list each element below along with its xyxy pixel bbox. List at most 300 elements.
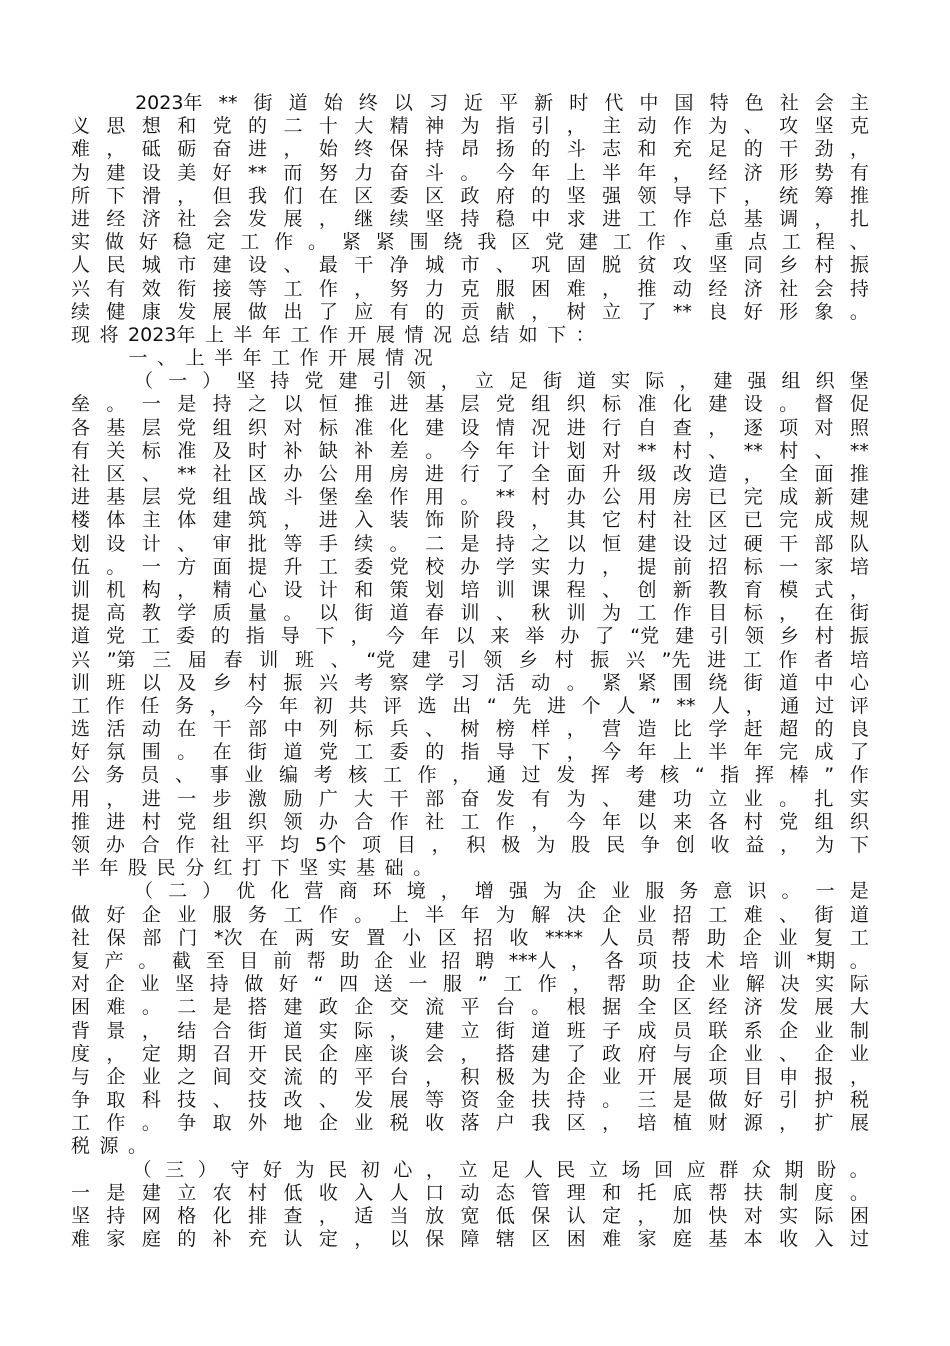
text-line bbox=[71, 162, 869, 185]
text-char: 为 bbox=[708, 115, 728, 138]
text-char: 训 bbox=[460, 602, 480, 625]
text-char: 振 bbox=[849, 625, 869, 648]
text-char: 街 bbox=[849, 602, 869, 625]
text-char: 培 bbox=[849, 555, 869, 578]
text-char: 现 bbox=[71, 323, 91, 346]
text-char: 、 bbox=[779, 903, 799, 926]
text-char: 班 bbox=[566, 1019, 586, 1042]
text-char: 成 bbox=[814, 509, 834, 532]
text-char: 同 bbox=[743, 254, 763, 277]
text-char: 乡 bbox=[212, 671, 232, 694]
text-char: 决 bbox=[566, 903, 586, 926]
text-char: 定 bbox=[318, 1228, 338, 1251]
text-char: 出 bbox=[452, 694, 472, 717]
text-char: 扎 bbox=[814, 787, 834, 810]
text-char: 我 bbox=[248, 184, 268, 207]
text-char: 展 bbox=[375, 323, 395, 346]
text-char: 年 bbox=[743, 741, 763, 764]
text-char: 府 bbox=[495, 184, 515, 207]
text-char: 样 bbox=[531, 718, 551, 741]
text-char: 力 bbox=[354, 161, 374, 184]
text-char: 主 bbox=[141, 509, 161, 532]
text-char: 排 bbox=[248, 1205, 268, 1227]
text-char: 完 bbox=[743, 486, 763, 509]
text-char: 美 bbox=[177, 161, 197, 184]
text-char: 出 bbox=[283, 300, 303, 323]
text-char: 推 bbox=[354, 393, 374, 416]
text-char: ： bbox=[575, 323, 595, 346]
text-char: 小 bbox=[402, 926, 422, 949]
text-char: 织 bbox=[849, 810, 869, 833]
text-char: 优 bbox=[236, 880, 256, 903]
text-char: 引 bbox=[447, 648, 467, 671]
text-char: 济 bbox=[141, 207, 161, 230]
text-char: 春 bbox=[223, 648, 243, 671]
text-char: 年 bbox=[460, 903, 480, 926]
text-char: ， bbox=[283, 138, 303, 161]
text-char: 工 bbox=[283, 903, 303, 926]
text-char: 至 bbox=[205, 949, 225, 972]
text-char: 攻 bbox=[672, 254, 692, 277]
text-char: 的 bbox=[177, 1228, 197, 1251]
text-char: 困 bbox=[566, 1228, 586, 1251]
text-char: 根 bbox=[566, 996, 586, 1019]
text-char: 而 bbox=[283, 161, 303, 184]
text-char: 设 bbox=[672, 532, 692, 555]
text-char: 干 bbox=[389, 787, 409, 810]
text-char: 训 bbox=[259, 648, 279, 671]
text-char: 术 bbox=[705, 949, 725, 972]
text-char: 建 bbox=[849, 486, 869, 509]
text-char: 康 bbox=[141, 300, 161, 323]
text-char: 实 bbox=[327, 857, 347, 880]
text-char: 振 bbox=[283, 671, 303, 694]
text-char: 习 bbox=[460, 671, 480, 694]
text-char: 业 bbox=[140, 973, 160, 996]
text-char: 道 bbox=[849, 903, 869, 926]
text-char: 扬 bbox=[495, 138, 515, 161]
text-char: 之 bbox=[248, 393, 268, 416]
text-char: 始 bbox=[323, 92, 343, 114]
text-char: ， bbox=[566, 718, 586, 741]
text-char: 点 bbox=[748, 231, 768, 254]
text-char: 设 bbox=[743, 393, 763, 416]
text-char: ， bbox=[566, 741, 586, 764]
text-char: 经 bbox=[708, 996, 728, 1019]
text-char: ** bbox=[495, 486, 515, 509]
text-char: 。 bbox=[849, 949, 869, 972]
text-char: 业 bbox=[637, 903, 657, 926]
text-char: 公 bbox=[602, 486, 622, 509]
text-char: 助 bbox=[706, 926, 726, 949]
text-char: 企 bbox=[602, 903, 622, 926]
text-char: “ bbox=[486, 694, 497, 717]
text-char: 春 bbox=[425, 602, 445, 625]
text-char: 建 bbox=[106, 161, 126, 184]
text-char: 是 bbox=[177, 393, 197, 416]
text-line bbox=[71, 463, 869, 486]
text-char: 力 bbox=[566, 555, 586, 578]
text-char: 成 bbox=[637, 1019, 657, 1042]
text-char: 人 bbox=[711, 694, 731, 717]
text-char: 考 bbox=[625, 764, 645, 787]
text-char: 体 bbox=[106, 509, 126, 532]
text-char: 求 bbox=[566, 207, 586, 230]
text-char: 定 bbox=[206, 231, 226, 254]
text-char: 续 bbox=[389, 207, 409, 230]
text-char: 社 bbox=[212, 463, 232, 485]
text-line bbox=[71, 718, 869, 741]
text-char: 辖 bbox=[495, 1228, 515, 1251]
text-char: 年 bbox=[602, 810, 622, 833]
text-char: 恒 bbox=[318, 393, 338, 416]
text-char: 积 bbox=[466, 834, 486, 856]
text-char: 总 bbox=[461, 323, 481, 346]
text-char: 选 bbox=[71, 718, 91, 741]
text-char: 绕 bbox=[443, 231, 463, 254]
text-char: 中 bbox=[814, 671, 834, 694]
text-char: 做 bbox=[71, 903, 91, 926]
text-char: ， bbox=[106, 138, 126, 161]
text-char: 立 bbox=[708, 787, 728, 810]
text-char: 学 bbox=[425, 671, 445, 694]
text-line bbox=[71, 880, 869, 903]
text-char: 接 bbox=[212, 277, 232, 300]
text-char: 市 bbox=[460, 254, 480, 277]
text-char: 资 bbox=[460, 1089, 480, 1112]
text-char: 立 bbox=[177, 1181, 197, 1204]
text-char: 垒 bbox=[354, 486, 374, 509]
text-char: 街 bbox=[495, 1019, 515, 1042]
text-char: 企 bbox=[566, 1065, 586, 1088]
text-char: 续 bbox=[71, 300, 91, 323]
text-char: 道 bbox=[71, 625, 91, 648]
text-char: 励 bbox=[283, 787, 303, 810]
text-char: 城 bbox=[141, 254, 161, 277]
text-char: 成 bbox=[779, 486, 799, 509]
text-char: 城 bbox=[425, 254, 445, 277]
text-char: 全 bbox=[531, 463, 551, 485]
text-char: 三 bbox=[165, 1158, 185, 1181]
text-char: 、 bbox=[330, 648, 350, 671]
text-char: “党 bbox=[366, 648, 396, 671]
text-char: 工 bbox=[318, 555, 338, 578]
text-char: 有 bbox=[71, 439, 91, 462]
text-char: 下 bbox=[270, 857, 290, 880]
text-char: 指 bbox=[245, 625, 265, 648]
text-char: 化 bbox=[389, 416, 409, 439]
text-char: 。 bbox=[531, 996, 551, 1019]
text-char: 、 bbox=[602, 787, 622, 810]
text-char: 建 bbox=[141, 1181, 161, 1204]
text-char: ， bbox=[350, 625, 370, 648]
text-char: 学 bbox=[495, 555, 515, 578]
text-char: 工 bbox=[460, 810, 480, 833]
text-char: 好 bbox=[278, 973, 298, 996]
text-char: 难 bbox=[71, 1228, 91, 1251]
text-char: 合 bbox=[354, 810, 374, 833]
text-char: 改 bbox=[283, 1089, 303, 1112]
text-char: 方 bbox=[177, 555, 197, 578]
text-char: 斗 bbox=[283, 486, 303, 509]
text-char: 持 bbox=[495, 532, 515, 555]
text-char: 企 bbox=[106, 1065, 126, 1088]
text-char: 进 bbox=[707, 648, 727, 671]
text-char: ， bbox=[814, 207, 834, 230]
text-char: 化 bbox=[270, 880, 290, 903]
text-char: 核 bbox=[660, 764, 680, 787]
text-char: 一 bbox=[779, 555, 799, 578]
text-char: 精 bbox=[212, 578, 232, 601]
text-char: **** bbox=[545, 926, 584, 949]
text-char: 收 bbox=[710, 834, 730, 856]
text-char: 衔 bbox=[177, 277, 197, 300]
text-char: 用 bbox=[637, 486, 657, 509]
text-char: 。 bbox=[779, 393, 799, 416]
text-char: 况 bbox=[413, 347, 433, 370]
text-char: 活 bbox=[106, 718, 126, 741]
text-line bbox=[71, 1043, 869, 1066]
text-char: 助 bbox=[641, 973, 661, 996]
text-char: 况 bbox=[433, 323, 453, 346]
text-char: 众 bbox=[751, 1158, 771, 1181]
text-char: 街 bbox=[814, 903, 834, 926]
text-char: 目 bbox=[239, 949, 259, 972]
text-char: 业 bbox=[407, 949, 427, 972]
text-char: 面 bbox=[566, 463, 586, 485]
text-line bbox=[71, 324, 869, 347]
text-char: 好 bbox=[138, 231, 158, 254]
text-char: 做 bbox=[708, 1089, 728, 1112]
text-char: 建 bbox=[531, 1042, 551, 1065]
text-char: 。 bbox=[413, 857, 433, 880]
text-char: 引 bbox=[372, 370, 392, 393]
text-char: 企 bbox=[779, 1019, 799, 1042]
text-char: 导 bbox=[672, 184, 692, 207]
text-char: （ bbox=[134, 370, 154, 393]
text-char: 一 bbox=[177, 787, 197, 810]
text-char: ** bbox=[637, 439, 657, 462]
text-char: 面 bbox=[212, 555, 232, 578]
text-char: 际 bbox=[354, 1019, 374, 1042]
text-char: 三 bbox=[637, 1089, 657, 1112]
text-char: 商 bbox=[338, 880, 358, 903]
text-char: 近 bbox=[464, 92, 484, 114]
text-char: 目 bbox=[708, 602, 728, 625]
text-char: 改 bbox=[672, 463, 692, 485]
text-char: 动 bbox=[460, 1181, 480, 1204]
text-char: 有 bbox=[849, 161, 869, 184]
text-char: 任 bbox=[140, 694, 160, 717]
text-char: 区 bbox=[437, 926, 457, 949]
text-char: 帮 bbox=[708, 1181, 728, 1204]
text-char: 动 bbox=[637, 115, 657, 138]
text-char: 准 bbox=[637, 393, 657, 416]
text-char: ， bbox=[708, 416, 728, 439]
text-char: 。 bbox=[308, 231, 328, 254]
text-line bbox=[71, 138, 869, 161]
text-char: 务 bbox=[174, 694, 194, 717]
text-char: 为 bbox=[536, 834, 556, 856]
text-char: 积 bbox=[460, 1065, 480, 1088]
text-char: ** bbox=[248, 161, 268, 184]
text-char: 督 bbox=[814, 393, 834, 416]
text-char: 盼 bbox=[817, 1158, 837, 1181]
text-char: 目 bbox=[396, 834, 416, 856]
text-char: 为 bbox=[566, 787, 586, 810]
text-char: 益 bbox=[745, 834, 765, 856]
text-char: 坚 bbox=[566, 184, 586, 207]
text-char: 区 bbox=[531, 1228, 551, 1251]
text-char: 兴 bbox=[318, 671, 338, 694]
text-char: 业 bbox=[354, 1112, 374, 1135]
text-char: 定 bbox=[141, 1042, 161, 1065]
text-char: 基 bbox=[708, 1228, 728, 1251]
text-line bbox=[71, 579, 869, 602]
text-char: 提 bbox=[71, 602, 91, 625]
text-char: 教 bbox=[708, 578, 728, 601]
text-char: ， bbox=[177, 578, 197, 601]
text-char: 过 bbox=[521, 764, 541, 787]
text-char: 立 bbox=[588, 1158, 608, 1181]
text-char: 加 bbox=[672, 1205, 692, 1227]
text-char: 区 bbox=[425, 184, 445, 207]
text-char: 开 bbox=[328, 347, 348, 370]
text-char: 总 bbox=[708, 207, 728, 230]
text-char: 领 bbox=[406, 370, 426, 393]
text-char: 项 bbox=[779, 416, 799, 439]
text-char: 等 bbox=[283, 532, 303, 555]
text-char: 贡 bbox=[460, 300, 480, 323]
text-char: 队 bbox=[849, 532, 869, 555]
text-char: 办 bbox=[460, 555, 480, 578]
text-char: 程 bbox=[815, 231, 835, 254]
text-char: 情 bbox=[404, 323, 424, 346]
text-char: 先 bbox=[512, 694, 532, 717]
text-char: 持 bbox=[209, 973, 229, 996]
text-char: 造 bbox=[637, 718, 657, 741]
text-char: 格 bbox=[177, 1205, 197, 1227]
text-char: 在 bbox=[318, 184, 338, 207]
text-char: 有 bbox=[389, 300, 409, 323]
text-char: 。 bbox=[425, 439, 445, 462]
text-char: 激 bbox=[248, 787, 268, 810]
text-char: 强 bbox=[508, 880, 528, 903]
text-char: 员 bbox=[140, 764, 160, 787]
text-char: ， bbox=[318, 1205, 338, 1227]
text-char: 理 bbox=[566, 1181, 586, 1204]
text-char: “ bbox=[313, 973, 324, 996]
text-char: 中 bbox=[639, 92, 659, 114]
text-char: 取 bbox=[106, 1089, 126, 1112]
text-char: 形 bbox=[779, 300, 799, 323]
text-char: 充 bbox=[248, 1228, 268, 1251]
text-char: 有 bbox=[106, 277, 126, 300]
text-char: 会 bbox=[425, 1042, 445, 1065]
text-char: 阶 bbox=[460, 509, 480, 532]
text-char: 效 bbox=[141, 277, 161, 300]
text-char: 查 bbox=[672, 416, 692, 439]
text-char: 工 bbox=[354, 741, 374, 764]
text-char: 补 bbox=[283, 439, 303, 462]
text-char: 扶 bbox=[531, 1089, 551, 1112]
text-char: 红 bbox=[213, 857, 233, 880]
text-char: 建 bbox=[212, 254, 232, 277]
text-char: 兴 bbox=[71, 648, 91, 671]
text-char: ， bbox=[440, 370, 460, 393]
text-char: 将 bbox=[99, 323, 119, 346]
text-char: 台 bbox=[495, 996, 515, 1019]
text-char: 筹 bbox=[814, 184, 834, 207]
text-char: 巩 bbox=[531, 254, 551, 277]
text-char: 中 bbox=[283, 718, 303, 741]
text-char: 际 bbox=[849, 973, 869, 996]
text-char: 以 bbox=[318, 602, 338, 625]
text-char: 一 bbox=[141, 555, 161, 578]
text-char: 村 bbox=[554, 648, 574, 671]
text-char: 新 bbox=[672, 578, 692, 601]
text-char: 等 bbox=[248, 277, 268, 300]
text-char: 持 bbox=[566, 1089, 586, 1112]
text-char: 会 bbox=[814, 92, 834, 114]
text-char: 引 bbox=[779, 1089, 799, 1112]
text-line bbox=[71, 370, 869, 393]
text-char: 对 bbox=[283, 416, 303, 439]
text-char: 市 bbox=[177, 254, 197, 277]
text-char: 村 bbox=[531, 486, 551, 509]
text-char: 人 bbox=[599, 926, 619, 949]
text-char: 领 bbox=[744, 625, 764, 648]
text-char: 党 bbox=[212, 115, 232, 138]
text-line bbox=[71, 208, 869, 231]
text-char: 作 bbox=[672, 115, 692, 138]
text-char: 。 bbox=[283, 602, 303, 625]
text-char: 的 bbox=[210, 625, 230, 648]
text-char: 选 bbox=[417, 694, 437, 717]
text-char: “ bbox=[694, 764, 705, 787]
text-char: 时 bbox=[248, 439, 268, 462]
text-char: 扩 bbox=[814, 1112, 834, 1135]
text-char: 场 bbox=[621, 1158, 641, 1181]
text-char: 在 bbox=[814, 602, 834, 625]
text-char: 稳 bbox=[172, 231, 192, 254]
text-char: 补 bbox=[354, 439, 374, 462]
text-char: 服 bbox=[443, 973, 463, 996]
text-char: 庭 bbox=[672, 1228, 692, 1251]
text-char: 硬 bbox=[743, 532, 763, 555]
text-char: 工 bbox=[71, 1112, 91, 1135]
text-char: 思 bbox=[106, 115, 126, 138]
text-char: ** bbox=[672, 300, 692, 323]
text-char: 区 bbox=[354, 184, 374, 207]
text-char: 进 bbox=[547, 694, 567, 717]
text-char: 大 bbox=[354, 115, 374, 138]
text-char: 稳 bbox=[495, 207, 515, 230]
text-char: 引 bbox=[531, 115, 551, 138]
text-char: 式 bbox=[814, 578, 834, 601]
text-char: 科 bbox=[141, 1089, 161, 1112]
text-char: 济 bbox=[743, 161, 763, 184]
text-char: 振 bbox=[849, 254, 869, 277]
text-char: 门 bbox=[178, 926, 198, 949]
text-char: 以 bbox=[283, 393, 303, 416]
text-char: 办 bbox=[566, 486, 586, 509]
text-char: 。 bbox=[141, 996, 161, 1019]
text-char: 、 bbox=[743, 115, 763, 138]
text-char: 有 bbox=[531, 787, 551, 810]
text-char: 是 bbox=[460, 532, 480, 555]
text-char: 部 bbox=[248, 718, 268, 741]
